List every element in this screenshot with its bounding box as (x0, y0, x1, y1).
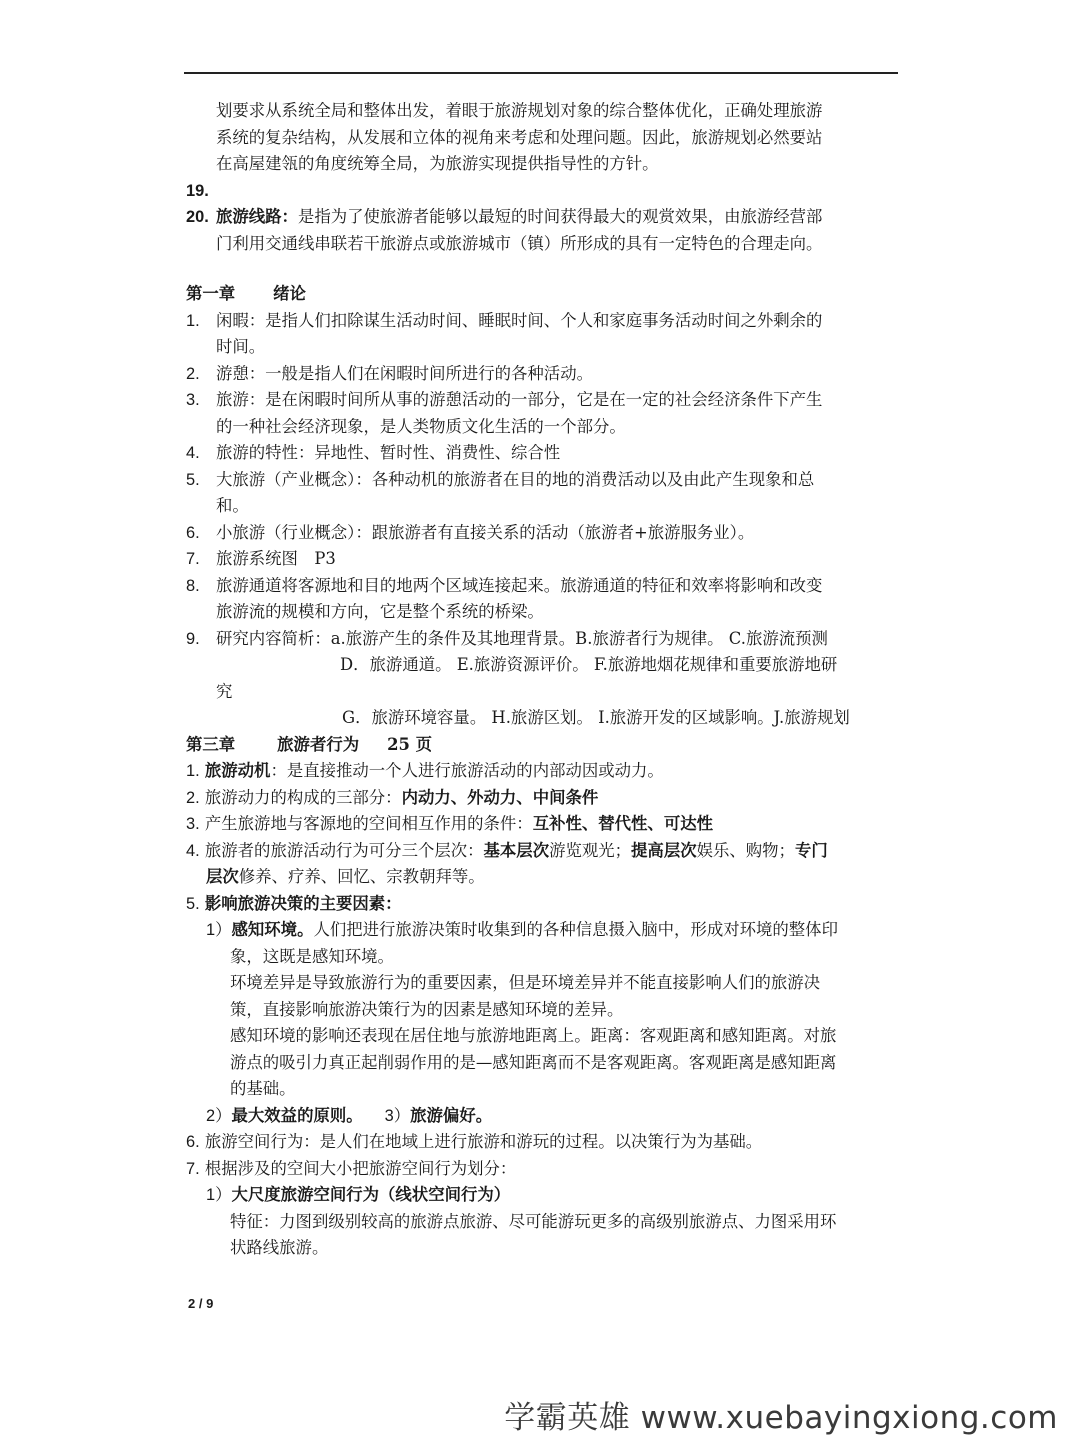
watermark: 学霸英雄 www.xuebayingxiong.com (504, 1400, 1058, 1436)
term: 旅游线路： (216, 207, 298, 226)
sub-item: 2）最大效益的原则。 3）旅游偏好。 (206, 1105, 493, 1125)
text-line: 状路线旅游。 (230, 1238, 329, 1257)
list-item: 8. 旅游通道将客源地和目的地两个区域连接起来。旅游通道的特征和效率将影响和改变 (186, 575, 823, 595)
text-line: 象，这既是感知环境。 (230, 946, 394, 966)
list-item: 9. 研究内容简析：a.旅游产生的条件及其地理背景。B.旅游者行为规律。 C.旅游流预测 (186, 628, 828, 648)
list-item: 3. 旅游：是在闲暇时间所从事的游憩活动的一部分，它是在一定的社会经济条件下产生 (186, 390, 823, 409)
text-line: 旅游流的规模和方向，它是整个系统的桥梁。 (216, 602, 544, 621)
list-item: 2. 旅游动力的构成的三部分：内动力、外动力、中间条件 (186, 787, 599, 807)
list-item: 7. 旅游系统图 P3 (186, 549, 336, 568)
list-item: 4. 旅游的特性：异地性、暂时性、消费性、综合性 (186, 443, 561, 462)
list-item: 1. 旅游动机：是直接推动一个人进行旅游活动的内部动因或动力。 (186, 761, 664, 780)
list-item: 4. 旅游者的旅游活动行为可分三个层次：基本层次游览观光；提高层次娱乐、购物；专门 (186, 840, 828, 860)
chapter-heading (186, 281, 898, 308)
chapter-number: 第一章 (186, 284, 236, 303)
list-item: 6. 旅游空间行为：是人们在地域上进行旅游和游玩的过程。以决策行为为基础。 (186, 1132, 763, 1151)
definition: 是指为了使旅游者能够以最短的时间获得最大的观赏效果，由旅游经营部 (297, 207, 823, 226)
text-line: 感知环境的影响还表现在居住地与旅游地距离上。距离：客观距离和感知距离。对旅 (230, 1026, 837, 1045)
sub-item: 1）感知环境。人们把进行旅游决策时收集到的各种信息摄入脑中，形成对环境的整体印 (206, 920, 838, 939)
chapter-title: 旅游者行为 (277, 734, 360, 754)
text-line: G．旅游环境容量。 H.旅游区划。 I.旅游开发的区域影响。J.旅游规划 (342, 708, 850, 727)
chapter-title: 绪论 (273, 284, 306, 303)
list-item: 1. 闲暇：是指人们扣除谋生活动时间、睡眠时间、个人和家庭事务活动时间之外剩余的 (186, 310, 823, 330)
chapter-heading (186, 732, 898, 759)
page-number: 2 / 9 (188, 1296, 214, 1311)
text-line: 究 (216, 681, 233, 701)
chapter-number: 第三章 (186, 734, 236, 754)
list-item-19 (186, 178, 898, 205)
list-item: 3. 产生旅游地与客源地的空间相互作用的条件：互补性、替代性、可达性 (186, 814, 713, 833)
text-line: 特征：力图到级别较高的旅游点旅游、尽可能游玩更多的高级别旅游点、力图采用环 (230, 1211, 837, 1231)
list-item: 5. 大旅游（产业概念）：各种动机的旅游者在目的地的消费活动以及由此产生现象和总 (186, 469, 815, 489)
text-line: 的一种社会经济现象，是人类物质文化生活的一个部分。 (216, 416, 626, 436)
text-line: 和。 (216, 496, 249, 515)
list-item: 2. 游憩：一般是指人们在闲暇时间所进行的各种活动。 (186, 363, 593, 383)
list-item: 5. 影响旅游决策的主要因素： (186, 893, 402, 913)
sub-item: 1）大尺度旅游空间行为（线状空间行为） (206, 1185, 511, 1204)
text-line: 在高屋建瓴的角度统筹全局，为旅游实现提供指导性的方针。 (216, 154, 659, 173)
text-line: 的基础。 (230, 1079, 296, 1098)
header-rule (184, 72, 898, 74)
text-line: 划要求从系统全局和整体出发，着眼于旅游规划对象的综合整体优化，正确处理旅游 (216, 101, 823, 120)
text-line: 系统的复杂结构，从发展和立体的视角来考虑和处理问题。因此，旅游规划必然要站 (216, 127, 823, 147)
text-line: 游点的吸引力真正起削弱作用的是—感知距离而不是客观距离。客观距离是感知距离 (230, 1052, 837, 1072)
list-item: 7. 根据涉及的空间大小把旅游空间行为划分： (186, 1158, 517, 1178)
text-line: 层次修养、疗养、回忆、宗教朝拜等。 (206, 867, 485, 886)
page-reference: 25 页 (387, 734, 433, 754)
text-line: 策，直接影响旅游决策行为的因素是感知环境的差异。 (230, 999, 624, 1019)
text-line: 环境差异是导致旅游行为的重要因素，但是环境差异并不能直接影响人们的旅游决 (230, 973, 821, 992)
text-line: 门利用交通线串联若干旅游点或旅游城市（镇）所形成的具有一定特色的合理走向。 (216, 233, 823, 253)
document-body (186, 98, 898, 1262)
text-line: 时间。 (216, 337, 266, 356)
item-number: 20. (186, 208, 209, 226)
text-line: D．旅游通道。 E.旅游资源评价。 F.旅游地烟花规律和重要旅游地研 (340, 655, 838, 674)
list-item-20 (186, 204, 898, 231)
list-item: 6. 小旅游（行业概念）：跟旅游者有直接关系的活动（旅游者+旅游服务业）。 (186, 522, 755, 542)
item-number: 19. (186, 181, 209, 200)
